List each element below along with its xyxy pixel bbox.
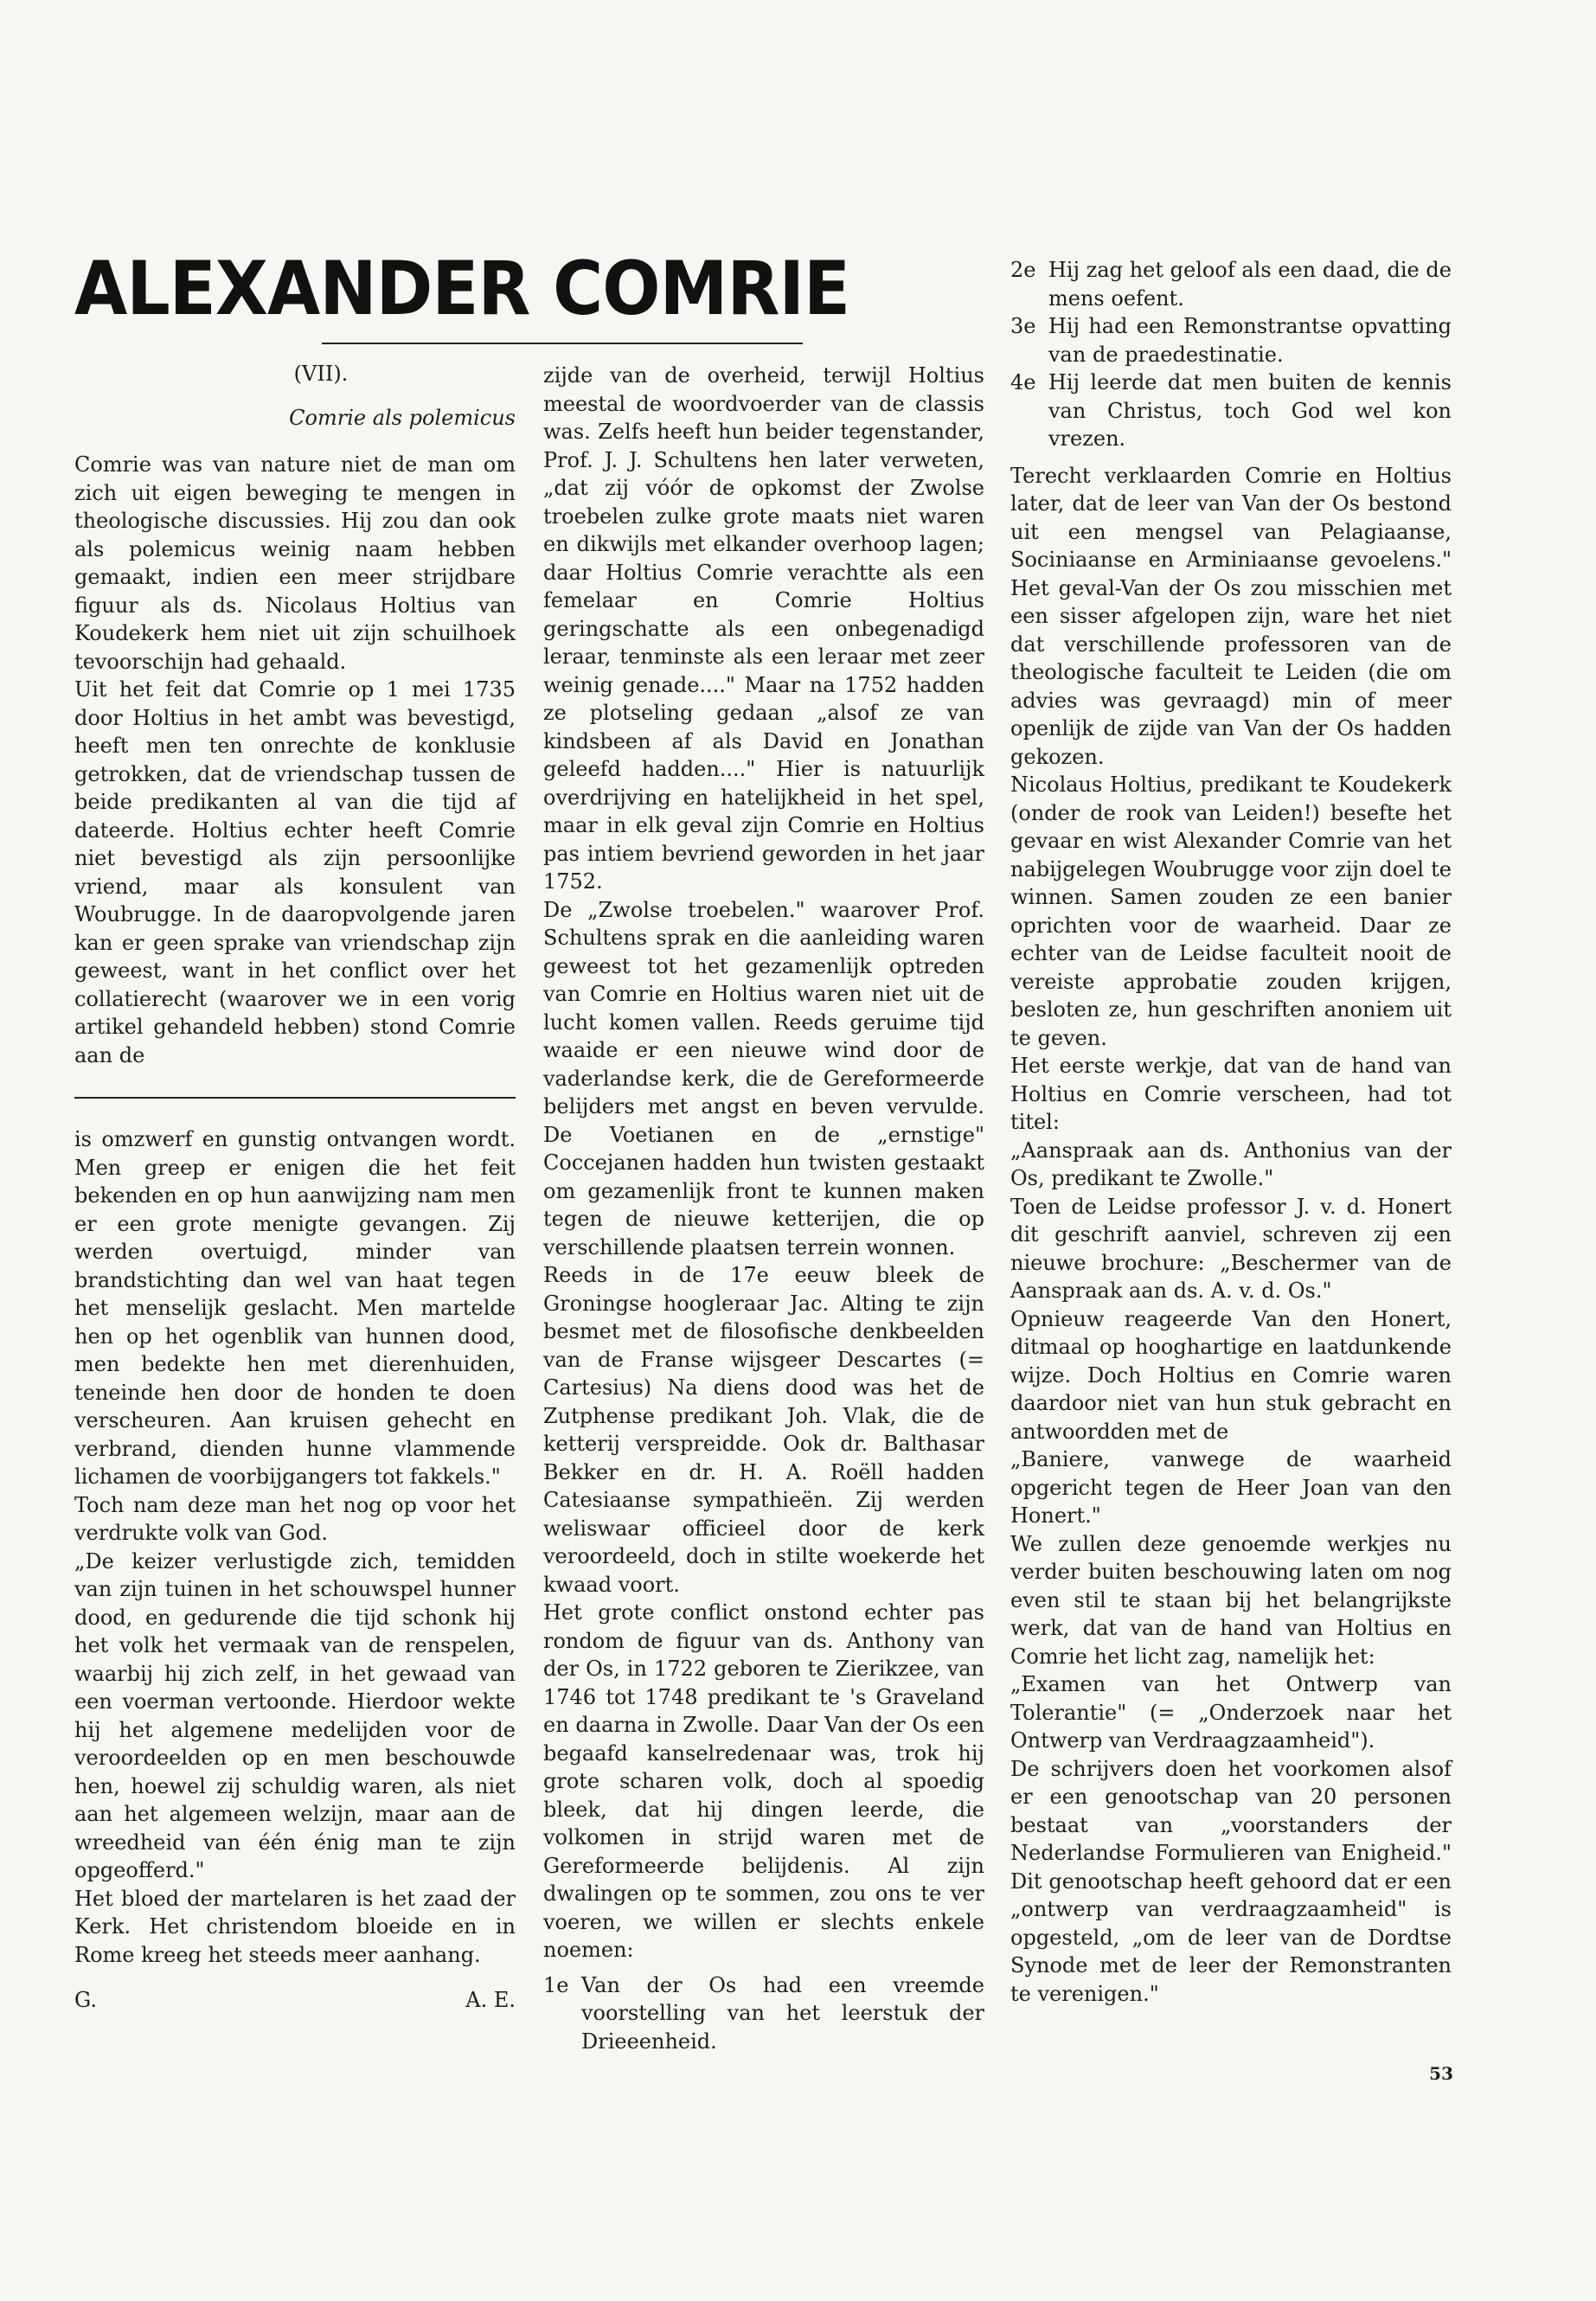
signature-left: G.	[74, 1988, 97, 2012]
book-title: „Baniere, vanwege de waarheid opgericht tegen de Heer Joan van den Honert."	[1010, 1447, 1452, 1528]
paragraph: Toch nam deze man het nog op voor het verdrukte volk van God.	[74, 1492, 516, 1545]
column-1-top	[74, 360, 516, 1069]
paragraph: Het bloed der martelaren is het zaad der Kerk. Het christendom bloeide en in Rome kreeg het steeds meer aanhang.	[74, 1886, 516, 1967]
signature-right: A. E.	[465, 1988, 516, 2012]
paragraph: Terecht verklaarden Comrie en Holtius later, dat de leer van Van der Os bestond uit een mengsel van Pelagiaanse, Sociniaanse en Arminiaanse gevoelens." Het geval-Van der Os zou misschien met een sisser afgelopen zijn, ware het niet dat verschillende professoren van de theologische faculteit te Leiden (die om advies was gevraagd) min of meer openlijk de zijde van Van der Os hadden gekozen.	[1010, 463, 1452, 769]
column-1-bottom	[74, 1125, 516, 2015]
page-number: 53	[1429, 2063, 1453, 2084]
paragraph: De „Zwolse troebelen." waarover Prof. Schultens sprak en die aanleiding waren geweest tot het gezamenlijk optreden van Comrie en Holtius waren niet uit de lucht komen vallen. Reeds geruime tijd waaide er een nieuwe wind door de vaderlandse kerk, die de Gereformeerde belijders met angst en beven vervulde. De Voetianen en de „ernstige" Coccejanen hadden hun twisten gestaakt om gezamenlijk front te kunnen maken tegen de nieuwe ketterijen, die op verschillende plaatsen terrein wonnen.	[543, 897, 984, 1259]
paragraph: Het grote conflict onstond echter pas rondom de figuur van ds. Anthony van der Os, in 1722 geboren te Zierikzee, van 1746 tot 1748 predikant te 's Graveland en daarna in Zwolle. Daar Van der Os een begaafd kanselredenaar was, trok hij grote scharen volk, doch al spoedig bleek, dat hij dingen leerde, die volkomen in strijd waren met de Gereformeerde belijdenis. Al zijn dwalingen op te sommen, zou ons te ver voeren, we willen er slechts enkele noemen:	[543, 1600, 984, 1962]
point-number: 1e	[543, 1972, 569, 1997]
point-number: 3e	[1010, 314, 1036, 338]
signature-line	[74, 1986, 516, 2015]
point-text: Van der Os had een vreemde voorstelling van het leerstuk der Drieeenheid.	[581, 1972, 984, 2054]
series-number: (VII).	[293, 362, 349, 386]
paragraph: De schrijvers doen het voorkomen alsof er een genootschap van 20 personen bestaat van „voorstanders der Nederlandse Formulieren van Enigheid." Dit genootschap heeft gehoord dat er een „ontwerp van verdraagzaamheid" is opgesteld, „om de leer van de Dordtse Synode met de leer der Remonstranten te verenigen."	[1010, 1756, 1452, 2006]
paragraph: is omzwerf en gunstig ontvangen wordt. Men greep er enigen die het feit bekenden en op hun aanwijzing nam men er een grote menigte gevangen. Zij werden overtuigd, minder van brandstichting dan wel van haat tegen het menselijk geslacht. Men martelde hen op het ogenblik van hunnen dood, men bedekte hen met dierenhuiden, teneinde hen door de honden te doen verscheuren. Aan kruisen gehecht en verbrand, dienden hunne vlammende lichamen de voorbijgangers tot fakkels."	[74, 1127, 516, 1489]
numbered-point	[1010, 312, 1452, 369]
paragraph: Reeds in de 17e eeuw bleek de Groningse hoogleraar Jac. Alting te zijn besmet met de filosofische denkbeelden van de Franse wijsgeer Descartes (= Cartesius) Na diens dood was het de Zutphense predikant Joh. Vlak, die de ketterij verspreidde. Ook dr. Balthasar Bekker en dr. H. A. Roëll hadden Catesiaanse sympathieën. Zij werden weliswaar officieel door de kerk veroordeeld, doch in stilte woekerde het kwaad voort.	[543, 1263, 984, 1597]
paragraph: Nicolaus Holtius, predikant te Koudekerk (onder de rook van Leiden!) besefte het gevaar en wist Alexander Comrie van het nabijgelegen Woubrugge voor zijn doel te winnen. Samen zouden ze een banier oprichten voor de waarheid. Daar ze echter van de Leidse faculteit nooit de vereiste approbatie zouden krijgen, besloten ze, hun geschriften anoniem uit te geven.	[1010, 772, 1452, 1050]
section-divider	[74, 1097, 516, 1099]
book-title: „Aanspraak aan ds. Anthonius van der Os, predikant te Zwolle."	[1010, 1138, 1452, 1190]
paragraph: Comrie was van nature niet de man om zich uit eigen beweging te mengen in theologische discussies. Hij zou dan ook als polemicus weinig naam hebben gemaakt, indien een meer strijdbare figuur als ds. Nicolaus Holtius van Koudekerk hem niet uit zijn schuilhoek tevoorschijn had gehaald.	[74, 452, 516, 674]
paragraph: Uit het feit dat Comrie op 1 mei 1735 door Holtius in het ambt was bevestigd, heeft men ten onrechte de konklusie getrokken, dat de vriendschap tussen de beide predikanten al van die tijd af dateerde. Holtius echter heeft Comrie niet bevestigd als zijn persoonlijke vriend, maar als konsulent van Woubrugge. In de daaropvolgende jaren kan er geen sprake van vriendschap zijn geweest, want in het conflict over het collatierecht (waarover we in een vorig artikel gehandeld hebben) stond Comrie aan de	[74, 677, 516, 1067]
numbered-point	[1010, 369, 1452, 453]
paragraph: zijde van de overheid, terwijl Holtius meestal de woordvoerder van de classis was. Zelfs heeft hun beider tegenstander, Prof. J. J. Schultens hen later verweten, „dat zij vóór de opkomst der Zwolse troebelen zulke grote maats niet waren en dikwijls met elkander overhoop lagen; daar Holtius Comrie verachtte als een femelaar en Comrie Holtius geringschatte als een onbegenadigd leraar, tenminste als een leraar met zeer weinig genade...." Maar na 1752 hadden ze plotseling gedaan „alsof ze van kindsbeen af als David en Jonathan geleefd hadden...." Hier is natuurlijk overdrijving en hatelijkheid in het spel, maar in elk geval zijn Comrie en Holtius pas intiem bevriend geworden in het jaar 1752.	[543, 363, 984, 894]
numbered-point	[543, 1971, 984, 2056]
point-number: 2e	[1010, 258, 1036, 282]
column-2	[543, 362, 984, 2055]
section-subheading: Comrie als polemicus	[289, 405, 516, 430]
paragraph: Opnieuw reageerde Van den Honert, ditmaal op hooghartige en laatdunkende wijze. Doch Holtius en Comrie waren daardoor niet van hun stuk gebracht en antwoordden met de	[1010, 1306, 1452, 1444]
point-text: Hij had een Remonstrantse opvatting van de praedestinatie.	[1048, 314, 1452, 367]
paragraph: Toen de Leidse professor J. v. d. Honert dit geschrift aanviel, schreven zij een nieuwe brochure: „Beschermer van de Aanspraak aan ds. A. v. d. Os."	[1010, 1194, 1452, 1303]
paragraph: We zullen deze genoemde werkjes nu verder buiten beschouwing laten om nog even stil te staan bij het belangrijkste werk, dat van de hand van Holtius en Comrie het licht zag, namelijk het:	[1010, 1531, 1452, 1669]
title-rule	[322, 343, 803, 344]
column-3	[1010, 256, 1452, 2008]
point-text: Hij leerde dat men buiten de kennis van Christus, toch God wel kon vrezen.	[1048, 370, 1452, 451]
point-number: 4e	[1010, 370, 1036, 394]
paragraph: „De keizer verlustigde zich, temidden van zijn tuinen in het schouwspel hunner dood, en gedurende die tijd schonk hij het volk het vermaak van de renspelen, waarbij hij zich zelf, in het gewaad van een voerman vertoonde. Hierdoor wekte hij het algemene medelijden voor de veroordeelden op en men beschouwde hen, hoewel zij schuldig waren, als niet aan het algemeen welzijn, maar aan de wreedheid van één énig man te zijn opgeofferd."	[74, 1548, 516, 1882]
article-title: ALEXANDER COMRIE	[74, 246, 850, 332]
paragraph: Het eerste werkje, dat van de hand van Holtius en Comrie verscheen, had tot titel:	[1010, 1054, 1452, 1134]
numbered-point	[1010, 256, 1452, 312]
book-title: „Examen van het Ontwerp van Tolerantie" (= „Onderzoek naar het Ontwerp van Verdraagzaamheid").	[1010, 1672, 1452, 1753]
point-text: Hij zag het geloof als een daad, die de mens oefent.	[1048, 258, 1452, 311]
